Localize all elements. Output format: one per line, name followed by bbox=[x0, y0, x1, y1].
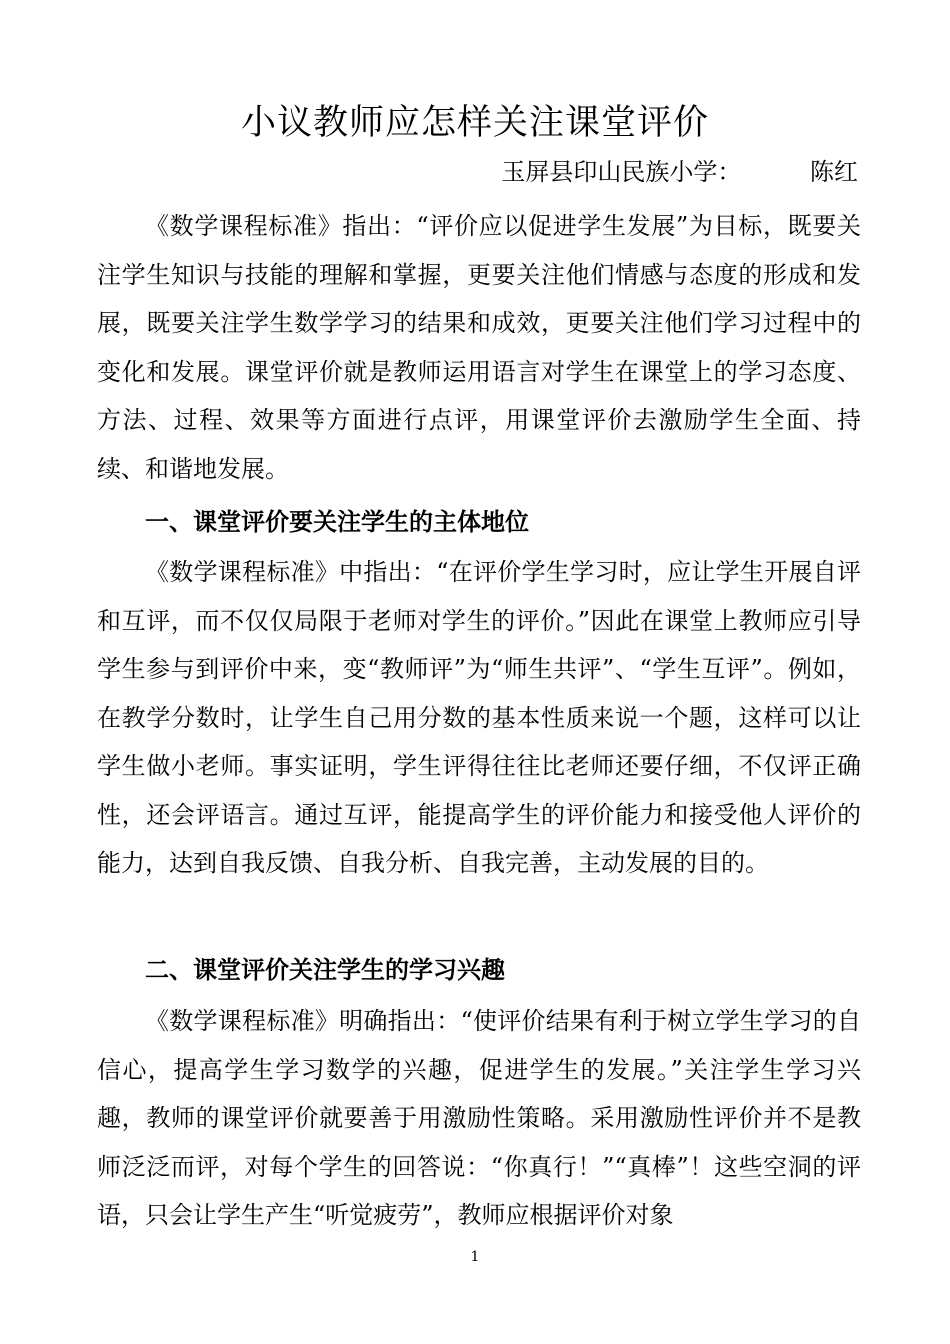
section-heading-2: 二、课堂评价关注学生的学习兴趣 bbox=[145, 955, 505, 984]
paragraph-intro: 《数学课程标准》指出：“评价应以促进学生发展”为目标，既要关注学生知识与技能的理解和掌握，更要关注他们情感与态度的形成和发展，既要关注学生数学学习的结果和成效，更要关注他们学习过程中的变化和发展。课堂评价就是教师运用语言对学生在课堂上的学习态度、方法、过程、效果等方面进行点评，用课堂评价去激励学生全面、持续、和谐地发展。 bbox=[97, 212, 861, 483]
author-line: 玉屏县印山民族小学： 陈红 bbox=[501, 158, 858, 186]
paragraph-section-1: 《数学课程标准》中指出：“在评价学生学习时，应让学生开展自评和互评，而不仅仅局限于老师对学生的评价。”因此在课堂上教师应引导学生参与到评价中来，变“教师评”为“师生共评”、“学生互评”。例如，在教学分数时，让学生自己用分数的基本性质来说一个题，这样可以让学生做小老师。事实证明，学生评得往往比老师还要仔细，不仅评正确性，还会评语言。通过互评，能提高学生的评价能力和接受他人评价的能力，达到自我反馈、自我分析、自我完善，主动发展的目的。 bbox=[97, 558, 861, 877]
section-heading-1: 一、课堂评价要关注学生的主体地位 bbox=[145, 507, 529, 536]
page-number: 1 bbox=[470, 1249, 480, 1265]
document-title: 小议教师应怎样关注课堂评价 bbox=[240, 103, 709, 143]
paragraph-section-2: 《数学课程标准》明确指出：“使评价结果有利于树立学生学习的自信心，提高学生学习数学的兴趣，促进学生的发展。”关注学生学习兴趣，教师的课堂评价就要善于用激励性策略。采用激励性评价并不是教师泛泛而评，对每个学生的回答说：“你真行！”“真棒”！这些空洞的评语，只会让学生产生“听觉疲劳”，教师应根据评价对象 bbox=[97, 1007, 861, 1229]
